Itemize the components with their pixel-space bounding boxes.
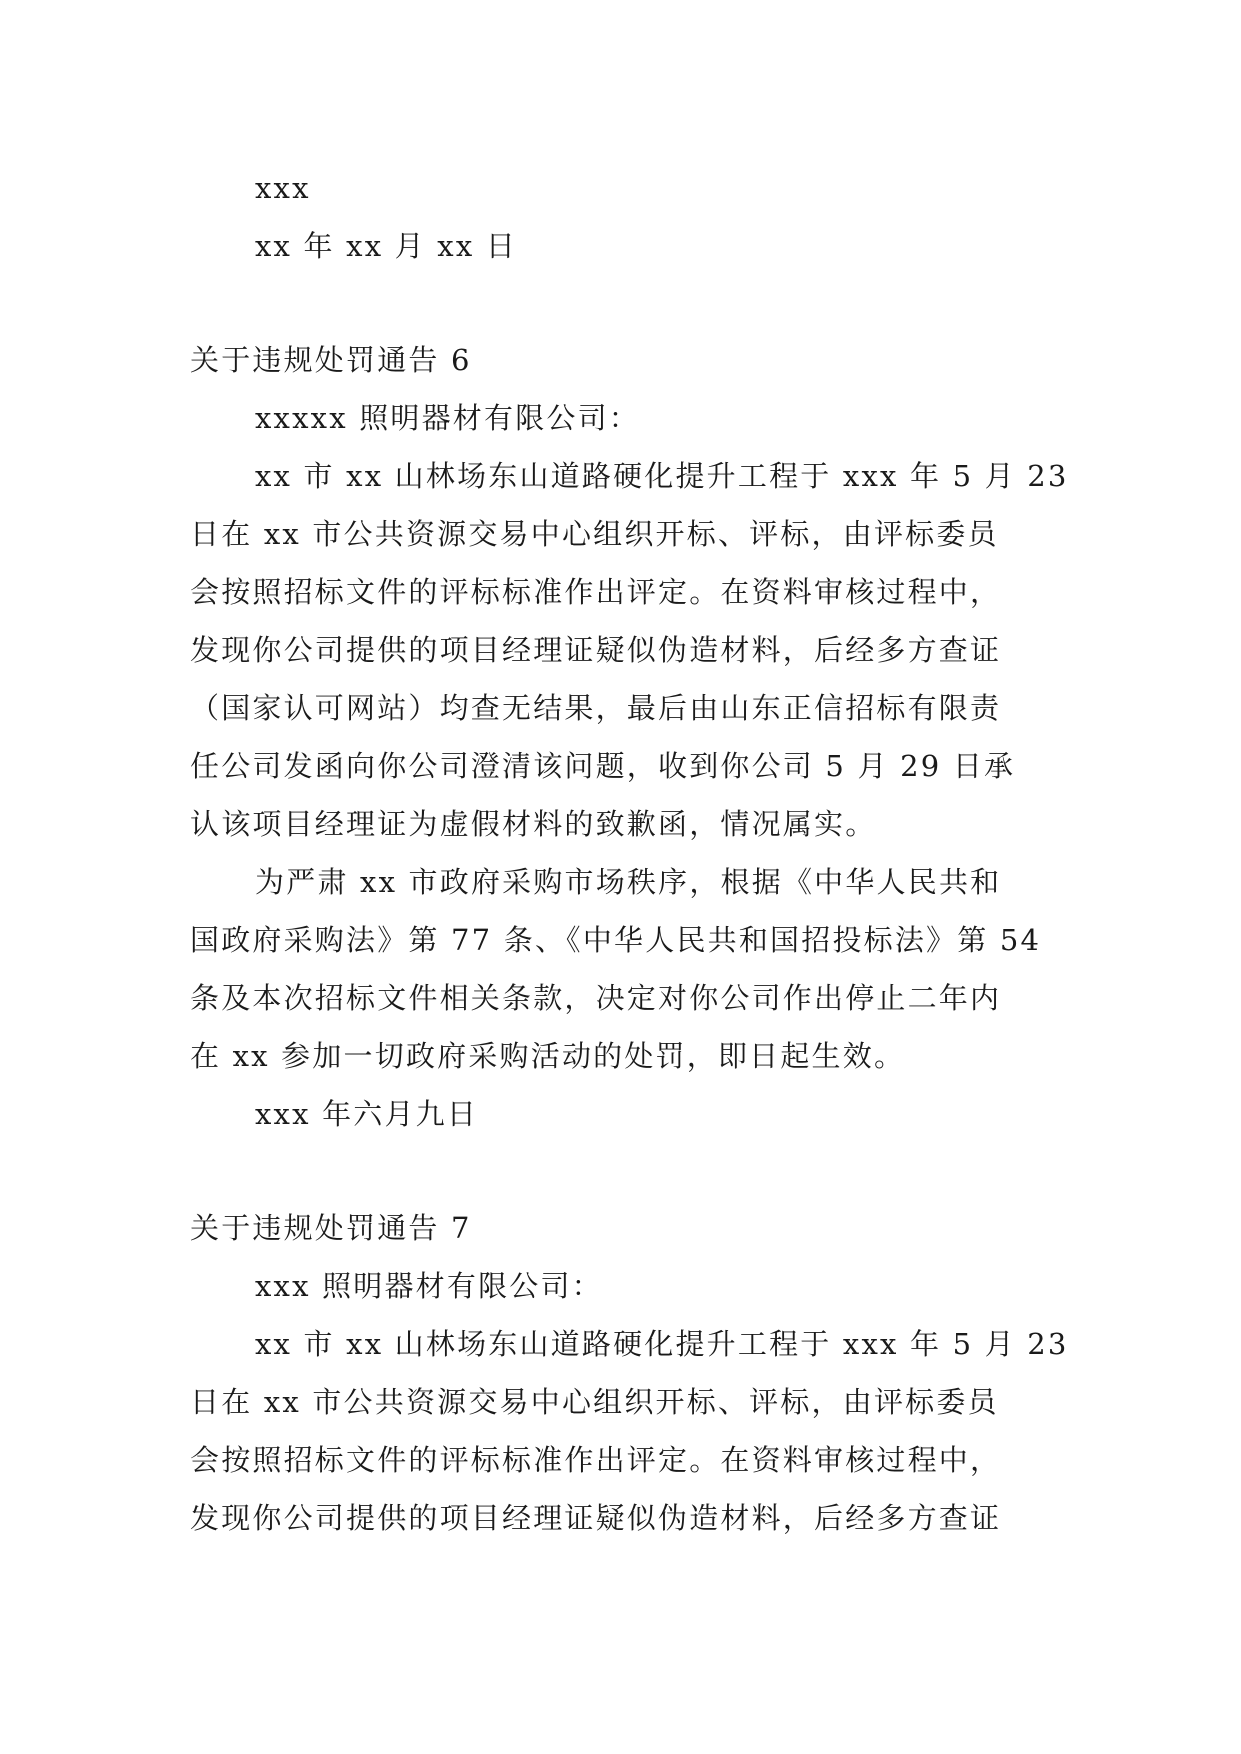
notice-6-para1-line: 发现你公司提供的项目经理证疑似伪造材料，后经多方查证 bbox=[190, 633, 1002, 667]
notice-6-para1-line: 日在 xx 市公共资源交易中心组织开标、评标，由评标委员 bbox=[190, 517, 999, 551]
notice-7-para1-line: 日在 xx 市公共资源交易中心组织开标、评标，由评标委员 bbox=[190, 1385, 999, 1419]
signoff-date: xx 年 xx 月 xx 日 bbox=[255, 229, 518, 263]
notice-6-para1-line: 认该项目经理证为虚假材料的致歉函，情况属实。 bbox=[190, 807, 877, 841]
notice-6-para2-line: 为严肃 xx 市政府采购市场秩序，根据《中华人民共和 bbox=[255, 865, 1002, 899]
notice-6-para2-line: 条及本次招标文件相关条款，决定对你公司作出停止二年内 bbox=[190, 981, 1002, 1015]
notice-7-para1-line: 发现你公司提供的项目经理证疑似伪造材料，后经多方查证 bbox=[190, 1501, 1002, 1535]
notice-6-para2-line: 在 xx 参加一切政府采购活动的处罚，即日起生效。 bbox=[190, 1039, 906, 1073]
notice-6-para1-line: （国家认可网站）均查无结果，最后由山东正信招标有限责 bbox=[190, 691, 1002, 725]
notice-6-para1-line: 会按照招标文件的评标标准作出评定。在资料审核过程中， bbox=[190, 575, 1002, 609]
notice-6-para1-line: 任公司发函向你公司澄清该问题，收到你公司 5 月 29 日承 bbox=[190, 749, 1016, 783]
notice-6-title: 关于违规处罚通告 6 bbox=[190, 343, 472, 377]
notice-6-date: xxx 年六月九日 bbox=[255, 1097, 479, 1131]
notice-7-para1-line: 会按照招标文件的评标标准作出评定。在资料审核过程中， bbox=[190, 1443, 1002, 1477]
notice-6-para2-line: 国政府采购法》第 77 条、《中华人民共和国招投标法》第 54 bbox=[190, 923, 1042, 957]
notice-7-title: 关于违规处罚通告 7 bbox=[190, 1211, 472, 1245]
notice-7-para1-line: xx 市 xx 山林场东山道路硬化提升工程于 xxx 年 5 月 23 bbox=[255, 1327, 1069, 1361]
notice-6-para1-line: xx 市 xx 山林场东山道路硬化提升工程于 xxx 年 5 月 23 bbox=[255, 459, 1069, 493]
notice-6-addressee: xxxxx 照明器材有限公司： bbox=[255, 401, 640, 435]
notice-7-addressee: xxx 照明器材有限公司： bbox=[255, 1269, 603, 1303]
signoff-name: xxx bbox=[255, 171, 311, 205]
